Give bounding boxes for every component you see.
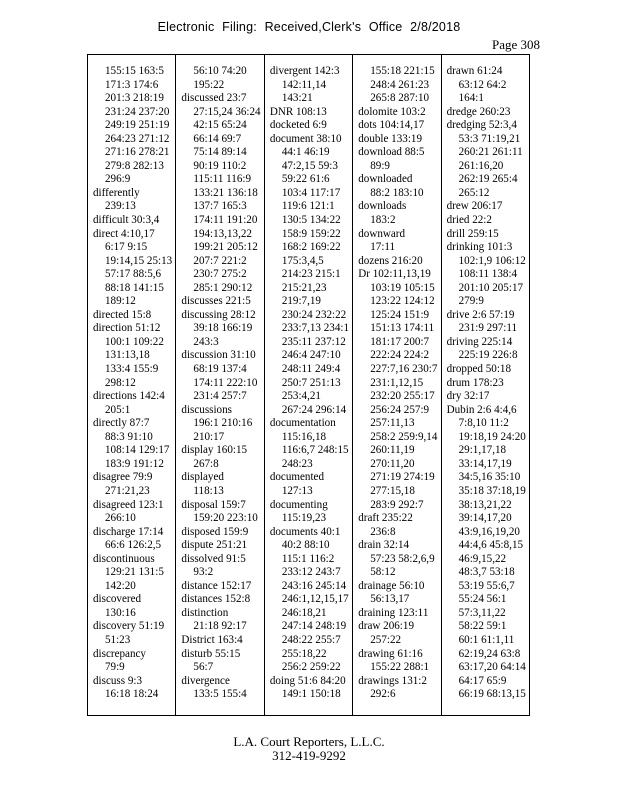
index-entry: distances 152:8 bbox=[181, 593, 251, 606]
index-entry: dozens 216:20 bbox=[358, 254, 423, 267]
index-entry: discrepancy bbox=[93, 647, 146, 660]
index-page-refs: 243:3 bbox=[193, 335, 219, 348]
index-page-refs: 88:3 91:10 bbox=[105, 430, 153, 443]
index-entry: directions 142:4 bbox=[93, 390, 165, 403]
filing-stamp: Electronic Filing: Received,Clerk's Office 2/8/2018 bbox=[157, 20, 461, 34]
index-page-refs: 108:11 138:4 bbox=[458, 268, 518, 281]
index-entry: drinking 101:3 bbox=[446, 241, 513, 254]
index-entry: divergent 142:3 bbox=[269, 65, 340, 77]
index-page-refs: 79:9 bbox=[105, 661, 125, 674]
index-page-refs: 133:4 155:9 bbox=[105, 363, 159, 376]
index-page-refs: 158:9 159:22 bbox=[281, 227, 341, 240]
index-entry: DNR 108:13 bbox=[269, 105, 327, 118]
index-page-refs: 115:1 116:2 bbox=[281, 552, 335, 565]
index-entry: driving 225:14 bbox=[446, 335, 513, 348]
index-entry: difficult 30:3,4 bbox=[93, 214, 160, 227]
index-page-refs: 250:7 251:13 bbox=[281, 376, 341, 389]
index-page-refs: 210:17 bbox=[193, 430, 225, 443]
index-entry: directly 87:7 bbox=[93, 417, 150, 430]
index-page-refs: 256:2 259:22 bbox=[281, 661, 341, 674]
index-page-refs: 183:2 bbox=[370, 214, 396, 227]
index-entry: draw 206:19 bbox=[358, 620, 414, 633]
index-page-refs: 257:22 bbox=[370, 633, 402, 646]
index-page-refs: 64:17 65:9 bbox=[458, 674, 507, 687]
index-page-refs: 189:12 bbox=[105, 295, 136, 308]
index-entry: Dr 102:11,13,19 bbox=[358, 268, 431, 281]
index-page-refs: 100:1 109:22 bbox=[105, 335, 164, 348]
index-entry: dry 32:17 bbox=[446, 390, 490, 403]
index-page-refs: 89:9 bbox=[370, 159, 390, 172]
index-page-refs: 239:13 bbox=[105, 200, 136, 213]
index-page-refs: 7:8,10 11:2 bbox=[458, 417, 509, 430]
index-page-refs: 93:2 bbox=[193, 566, 214, 579]
index-page-refs: 277:15,18 bbox=[370, 484, 415, 497]
index-page-refs: 133:5 155:4 bbox=[193, 688, 247, 701]
index-page-refs: 35:18 37:18,19 bbox=[458, 484, 526, 497]
index-page-refs: 279:9 bbox=[458, 295, 484, 308]
index-entry: download 88:5 bbox=[358, 146, 425, 159]
index-page-refs: 231:4 257:7 bbox=[193, 390, 247, 403]
index-page-refs: 183:9 191:12 bbox=[105, 457, 164, 470]
page-number: Page 308 bbox=[492, 37, 541, 52]
index-entry: discussion 31:10 bbox=[181, 349, 256, 362]
index-page-refs: 27:15,24 36:24 bbox=[193, 105, 261, 118]
index-entry: divergence bbox=[181, 674, 230, 687]
index-column-3 bbox=[264, 55, 352, 715]
index-page-refs: 46:9,15,22 bbox=[458, 552, 507, 565]
index-page-refs: 90:19 110:2 bbox=[193, 159, 247, 172]
index-page-refs: 151:13 174:11 bbox=[370, 322, 435, 335]
index-page-refs: 253:4,21 bbox=[281, 390, 321, 403]
index-page-refs: 235:11 237:12 bbox=[281, 335, 346, 348]
index-entry: discussions bbox=[181, 403, 232, 416]
index-page-refs: 47:2,15 59:3 bbox=[281, 159, 338, 172]
index-page-refs: 56:10 74:20 bbox=[193, 65, 247, 77]
index-page-refs: 194:13,13,22 bbox=[193, 227, 252, 240]
index-page-refs: 53:19 55:6,7 bbox=[458, 579, 515, 592]
word-index-table bbox=[87, 54, 530, 716]
index-page-refs: 231:24 237:20 bbox=[105, 105, 170, 118]
index-page-refs: 60:1 61:1,11 bbox=[458, 633, 515, 646]
index-column-2 bbox=[175, 55, 263, 715]
index-page-refs: 207:7 221:2 bbox=[193, 254, 247, 267]
index-page-refs: 175:3,4,5 bbox=[281, 254, 324, 267]
index-page-refs: 257:11,13 bbox=[370, 417, 415, 430]
index-entry: draining 123:11 bbox=[358, 606, 429, 619]
index-page-refs: 129:21 131:5 bbox=[105, 566, 164, 579]
index-entry: documenting bbox=[269, 498, 328, 511]
index-page-refs: 225:19 226:8 bbox=[458, 349, 518, 362]
index-page-refs: 63:17,20 64:14 bbox=[458, 661, 526, 674]
index-entry: documents 40:1 bbox=[269, 525, 341, 538]
index-entry: discussed 23:7 bbox=[181, 92, 247, 105]
index-entry: dots 104:14,17 bbox=[358, 119, 425, 132]
reporter-name: L.A. Court Reporters, L.L.C. bbox=[233, 734, 385, 749]
index-page-refs: 205:1 bbox=[105, 403, 131, 416]
index-page-refs: 195:22 bbox=[193, 78, 225, 91]
index-column-4 bbox=[352, 55, 440, 715]
index-page-refs: 133:21 136:18 bbox=[193, 186, 258, 199]
index-page-refs: 88:18 141:15 bbox=[105, 281, 164, 294]
index-page-refs: 298:12 bbox=[105, 376, 136, 389]
index-page-refs: 267:8 bbox=[193, 457, 219, 470]
index-page-refs: 19:14,15 25:13 bbox=[105, 254, 173, 267]
index-entry: dolomite 103:2 bbox=[358, 105, 426, 118]
index-entry: display 160:15 bbox=[181, 444, 248, 457]
index-page-refs: 6:17 9:15 bbox=[105, 241, 148, 254]
index-page-refs: 53:3 71:19,21 bbox=[458, 132, 521, 145]
index-page-refs: 66:6 126:2,5 bbox=[105, 539, 162, 552]
index-entry: direct 4:10,17 bbox=[93, 227, 155, 240]
index-page-refs: 247:14 248:19 bbox=[281, 620, 347, 633]
index-page-refs: 159:20 223:10 bbox=[193, 512, 258, 525]
index-page-refs: 57:17 88:5,6 bbox=[105, 268, 162, 281]
index-page-refs: 130:16 bbox=[105, 606, 136, 619]
index-entry: discharge 17:14 bbox=[93, 525, 164, 538]
index-page-refs: 108:14 129:17 bbox=[105, 444, 170, 457]
index-page-refs: 248:23 bbox=[281, 457, 313, 470]
index-entry: disposed 159:9 bbox=[181, 525, 249, 538]
index-entry: discuss 9:3 bbox=[93, 674, 143, 687]
index-page-refs: 174:11 191:20 bbox=[193, 214, 258, 227]
index-page-refs: 283:9 292:7 bbox=[370, 498, 424, 511]
index-page-refs: 34:5,16 35:10 bbox=[458, 471, 521, 484]
index-entry: distinction bbox=[181, 606, 229, 619]
index-entry: dropped 50:18 bbox=[446, 363, 512, 376]
index-entry: discovery 51:19 bbox=[93, 620, 165, 633]
index-page-refs: 56:13,17 bbox=[370, 593, 410, 606]
index-page-refs: 19:18,19 24:20 bbox=[458, 430, 526, 443]
index-page-refs: 39:18 166:19 bbox=[193, 322, 253, 335]
index-page-refs: 131:13,18 bbox=[105, 349, 150, 362]
index-page-refs: 103:4 117:17 bbox=[281, 186, 341, 199]
index-page-refs: 246:4 247:10 bbox=[281, 349, 341, 362]
index-entry: drainage 56:10 bbox=[358, 579, 425, 592]
index-page-refs: 261:16,20 bbox=[458, 159, 504, 172]
index-page-refs: 214:23 215:1 bbox=[281, 268, 341, 281]
index-page-refs: 119:6 121:1 bbox=[281, 200, 335, 213]
index-page-refs: 227:7,16 230:7 bbox=[370, 363, 438, 376]
index-page-refs: 296:9 bbox=[105, 173, 131, 186]
index-entry: drawing 61:16 bbox=[358, 647, 423, 660]
reporter-phone: 312-419-9292 bbox=[272, 748, 346, 763]
index-page-refs: 58:22 59:1 bbox=[458, 620, 507, 633]
index-entry: directed 15:8 bbox=[93, 308, 152, 321]
index-entry: dredge 260:23 bbox=[446, 105, 511, 118]
index-page-refs: 255:18,22 bbox=[281, 647, 327, 660]
index-page-refs: 233:7,13 234:1 bbox=[281, 322, 349, 335]
index-page-refs: 248:4 261:23 bbox=[370, 78, 430, 91]
index-entry: draft 235:22 bbox=[358, 512, 413, 525]
index-page-refs: 143:21 bbox=[281, 92, 313, 105]
index-page-refs: 44:1 46:19 bbox=[281, 146, 330, 159]
index-page-refs: 256:24 257:9 bbox=[370, 403, 430, 416]
index-page-refs: 271:19 274:19 bbox=[370, 471, 435, 484]
index-page-refs: 48:3,7 53:18 bbox=[458, 566, 515, 579]
index-page-refs: 270:11,20 bbox=[370, 457, 415, 470]
index-page-refs: 123:22 124:12 bbox=[370, 295, 435, 308]
index-entry: drill 259:15 bbox=[446, 227, 499, 240]
index-entry: drum 178:23 bbox=[446, 376, 504, 389]
index-entry: dredging 52:3,4 bbox=[446, 119, 517, 132]
index-entry: dispute 251:21 bbox=[181, 539, 248, 552]
index-entry: disposal 159:7 bbox=[181, 498, 246, 511]
index-page-refs: 39:14,17,20 bbox=[458, 512, 512, 525]
index-page-refs: 199:21 205:12 bbox=[193, 241, 258, 254]
index-page-refs: 55:24 56:1 bbox=[458, 593, 507, 606]
index-page-refs: 127:13 bbox=[281, 484, 313, 497]
index-entry: disagreed 123:1 bbox=[93, 498, 164, 511]
index-entry: docketed 6:9 bbox=[269, 119, 327, 132]
index-page-refs: 201:10 205:17 bbox=[458, 281, 524, 294]
index-page-refs: 215:21,23 bbox=[281, 281, 327, 294]
index-page-refs: 196:1 210:16 bbox=[193, 417, 253, 430]
index-page-refs: 66:19 68:13,15 bbox=[458, 688, 526, 701]
index-entry: direction 51:12 bbox=[93, 322, 161, 335]
index-page-refs: 267:24 296:14 bbox=[281, 403, 347, 416]
index-entry: downloaded bbox=[358, 173, 413, 186]
index-page-refs: 266:10 bbox=[105, 512, 136, 525]
index-page-refs: 292:6 bbox=[370, 688, 396, 701]
index-page-refs: 155:22 288:1 bbox=[370, 661, 430, 674]
index-page-refs: 102:1,9 106:12 bbox=[458, 254, 526, 267]
index-page-refs: 219:7,19 bbox=[281, 295, 321, 308]
index-page-refs: 232:20 255:17 bbox=[370, 390, 435, 403]
index-page-refs: 43:9,16,19,20 bbox=[458, 525, 520, 538]
index-page-refs: 137:7 165:3 bbox=[193, 200, 247, 213]
index-page-refs: 59:22 61:6 bbox=[281, 173, 330, 186]
index-page-refs: 248:22 255:7 bbox=[281, 633, 341, 646]
index-page-refs: 57:23 58:2,6,9 bbox=[370, 552, 435, 565]
index-page-refs: 222:24 224:2 bbox=[370, 349, 430, 362]
index-entry: discussing 28:12 bbox=[181, 308, 256, 321]
index-page-refs: 271:21,23 bbox=[105, 484, 150, 497]
index-entry: disturb 55:15 bbox=[181, 647, 241, 660]
index-entry: drew 206:17 bbox=[446, 200, 503, 213]
index-entry: document 38:10 bbox=[269, 132, 342, 145]
index-page-refs: 142:20 bbox=[105, 579, 136, 592]
index-column-1 bbox=[88, 55, 175, 715]
index-page-refs: 262:19 265:4 bbox=[458, 173, 518, 186]
index-page-refs: 236:8 bbox=[370, 525, 396, 538]
index-entry: dried 22:2 bbox=[446, 214, 492, 227]
index-page-refs: 62:19,24 63:8 bbox=[458, 647, 521, 660]
index-entry: distance 152:17 bbox=[181, 579, 252, 592]
index-entry: downloads bbox=[358, 200, 407, 213]
index-page-refs: 181:17 200:7 bbox=[370, 335, 430, 348]
index-page-refs: 168:2 169:22 bbox=[281, 241, 341, 254]
index-page-refs: 118:13 bbox=[193, 484, 224, 497]
index-page-refs: 38:13,21,22 bbox=[458, 498, 512, 511]
index-column-5 bbox=[441, 55, 529, 715]
index-entry: documented bbox=[269, 471, 325, 484]
index-entry: Dubin 2:6 4:4,6 bbox=[446, 403, 517, 416]
index-page-refs: 233:12 243:7 bbox=[281, 566, 341, 579]
index-entry: discovered bbox=[93, 593, 142, 606]
index-page-refs: 17:11 bbox=[370, 241, 396, 254]
index-page-refs: 243:16 245:14 bbox=[281, 579, 347, 592]
index-page-refs: 155:18 221:15 bbox=[370, 65, 435, 77]
index-page-refs: 285:1 290:12 bbox=[193, 281, 253, 294]
index-page-refs: 155:15 163:5 bbox=[105, 65, 164, 77]
index-page-refs: 103:19 105:15 bbox=[370, 281, 435, 294]
index-page-refs: 29:1,17,18 bbox=[458, 444, 507, 457]
index-page-refs: 68:19 137:4 bbox=[193, 363, 247, 376]
index-page-refs: 57:3,11,22 bbox=[458, 606, 506, 619]
index-page-refs: 171:3 174:6 bbox=[105, 78, 159, 91]
index-page-refs: 265:8 287:10 bbox=[370, 92, 430, 105]
index-page-refs: 231:9 297:11 bbox=[458, 322, 518, 335]
index-entry: discontinuous bbox=[93, 552, 155, 565]
index-page-refs: 248:11 249:4 bbox=[281, 363, 341, 376]
index-entry: drawings 131:2 bbox=[358, 674, 427, 687]
index-page-refs: 260:11,19 bbox=[370, 444, 415, 457]
index-page-refs: 260:21 261:11 bbox=[458, 146, 523, 159]
index-page-refs: 164:1 bbox=[458, 92, 484, 105]
index-page-refs: 246:1,12,15,17 bbox=[281, 593, 349, 606]
index-page-refs: 115:11 116:9 bbox=[193, 173, 252, 186]
index-page-refs: 230:24 232:22 bbox=[281, 308, 347, 321]
index-page-refs: 271:16 278:21 bbox=[105, 146, 170, 159]
index-entry: disagree 79:9 bbox=[93, 471, 153, 484]
index-page-refs: 88:2 183:10 bbox=[370, 186, 424, 199]
index-page-refs: 63:12 64:2 bbox=[458, 78, 507, 91]
index-page-refs: 75:14 89:14 bbox=[193, 146, 247, 159]
index-page-refs: 51:23 bbox=[105, 633, 131, 646]
index-entry: downward bbox=[358, 227, 406, 240]
index-page-refs: 33:14,17,19 bbox=[458, 457, 512, 470]
index-page-refs: 40:2 88:10 bbox=[281, 539, 330, 552]
index-page-refs: 115:16,18 bbox=[281, 430, 327, 443]
index-entry: drain 32:14 bbox=[358, 539, 410, 552]
index-page-refs: 231:1,12,15 bbox=[370, 376, 424, 389]
index-page-refs: 44:4,6 45:8,15 bbox=[458, 539, 524, 552]
index-page-refs: 265:12 bbox=[458, 186, 490, 199]
index-page-refs: 149:1 150:18 bbox=[281, 688, 341, 701]
index-page-refs: 230:7 275:2 bbox=[193, 268, 247, 281]
index-page-refs: 16:18 18:24 bbox=[105, 688, 159, 701]
index-entry: differently bbox=[93, 186, 140, 199]
index-page-refs: 56:7 bbox=[193, 661, 214, 674]
index-page-refs: 249:19 251:19 bbox=[105, 119, 170, 132]
index-page-refs: 142:11,14 bbox=[281, 78, 327, 91]
index-entry: discusses 221:5 bbox=[181, 295, 251, 308]
index-page-refs: 115:19,23 bbox=[281, 512, 327, 525]
index-entry: District 163:4 bbox=[181, 633, 243, 646]
footer bbox=[0, 735, 618, 763]
index-page-refs: 201:3 218:19 bbox=[105, 92, 164, 105]
index-page-refs: 21:18 92:17 bbox=[193, 620, 247, 633]
index-page-refs: 130:5 134:22 bbox=[281, 214, 341, 227]
index-page-refs: 116:6,7 248:15 bbox=[281, 444, 349, 457]
index-page-refs: 264:23 271:12 bbox=[105, 132, 170, 145]
index-page-refs: 246:18,21 bbox=[281, 606, 327, 619]
index-page-refs: 42:15 65:24 bbox=[193, 119, 247, 132]
index-page-refs: 258:2 259:9,14 bbox=[370, 430, 438, 443]
index-entry: dissolved 91:5 bbox=[181, 552, 246, 565]
index-page-refs: 174:11 222:10 bbox=[193, 376, 258, 389]
index-entry: documentation bbox=[269, 417, 336, 430]
index-page-refs: 66:14 69:7 bbox=[193, 132, 242, 145]
index-page-refs: 58:12 bbox=[370, 566, 396, 579]
index-entry: drawn 61:24 bbox=[446, 65, 503, 77]
index-page-refs: 279:8 282:13 bbox=[105, 159, 164, 172]
index-page-refs: 125:24 151:9 bbox=[370, 308, 430, 321]
index-entry: double 133:19 bbox=[358, 132, 423, 145]
index-entry: displayed bbox=[181, 471, 224, 484]
index-entry: doing 51:6 84:20 bbox=[269, 674, 346, 687]
index-entry: drive 2:6 57:19 bbox=[446, 308, 515, 321]
